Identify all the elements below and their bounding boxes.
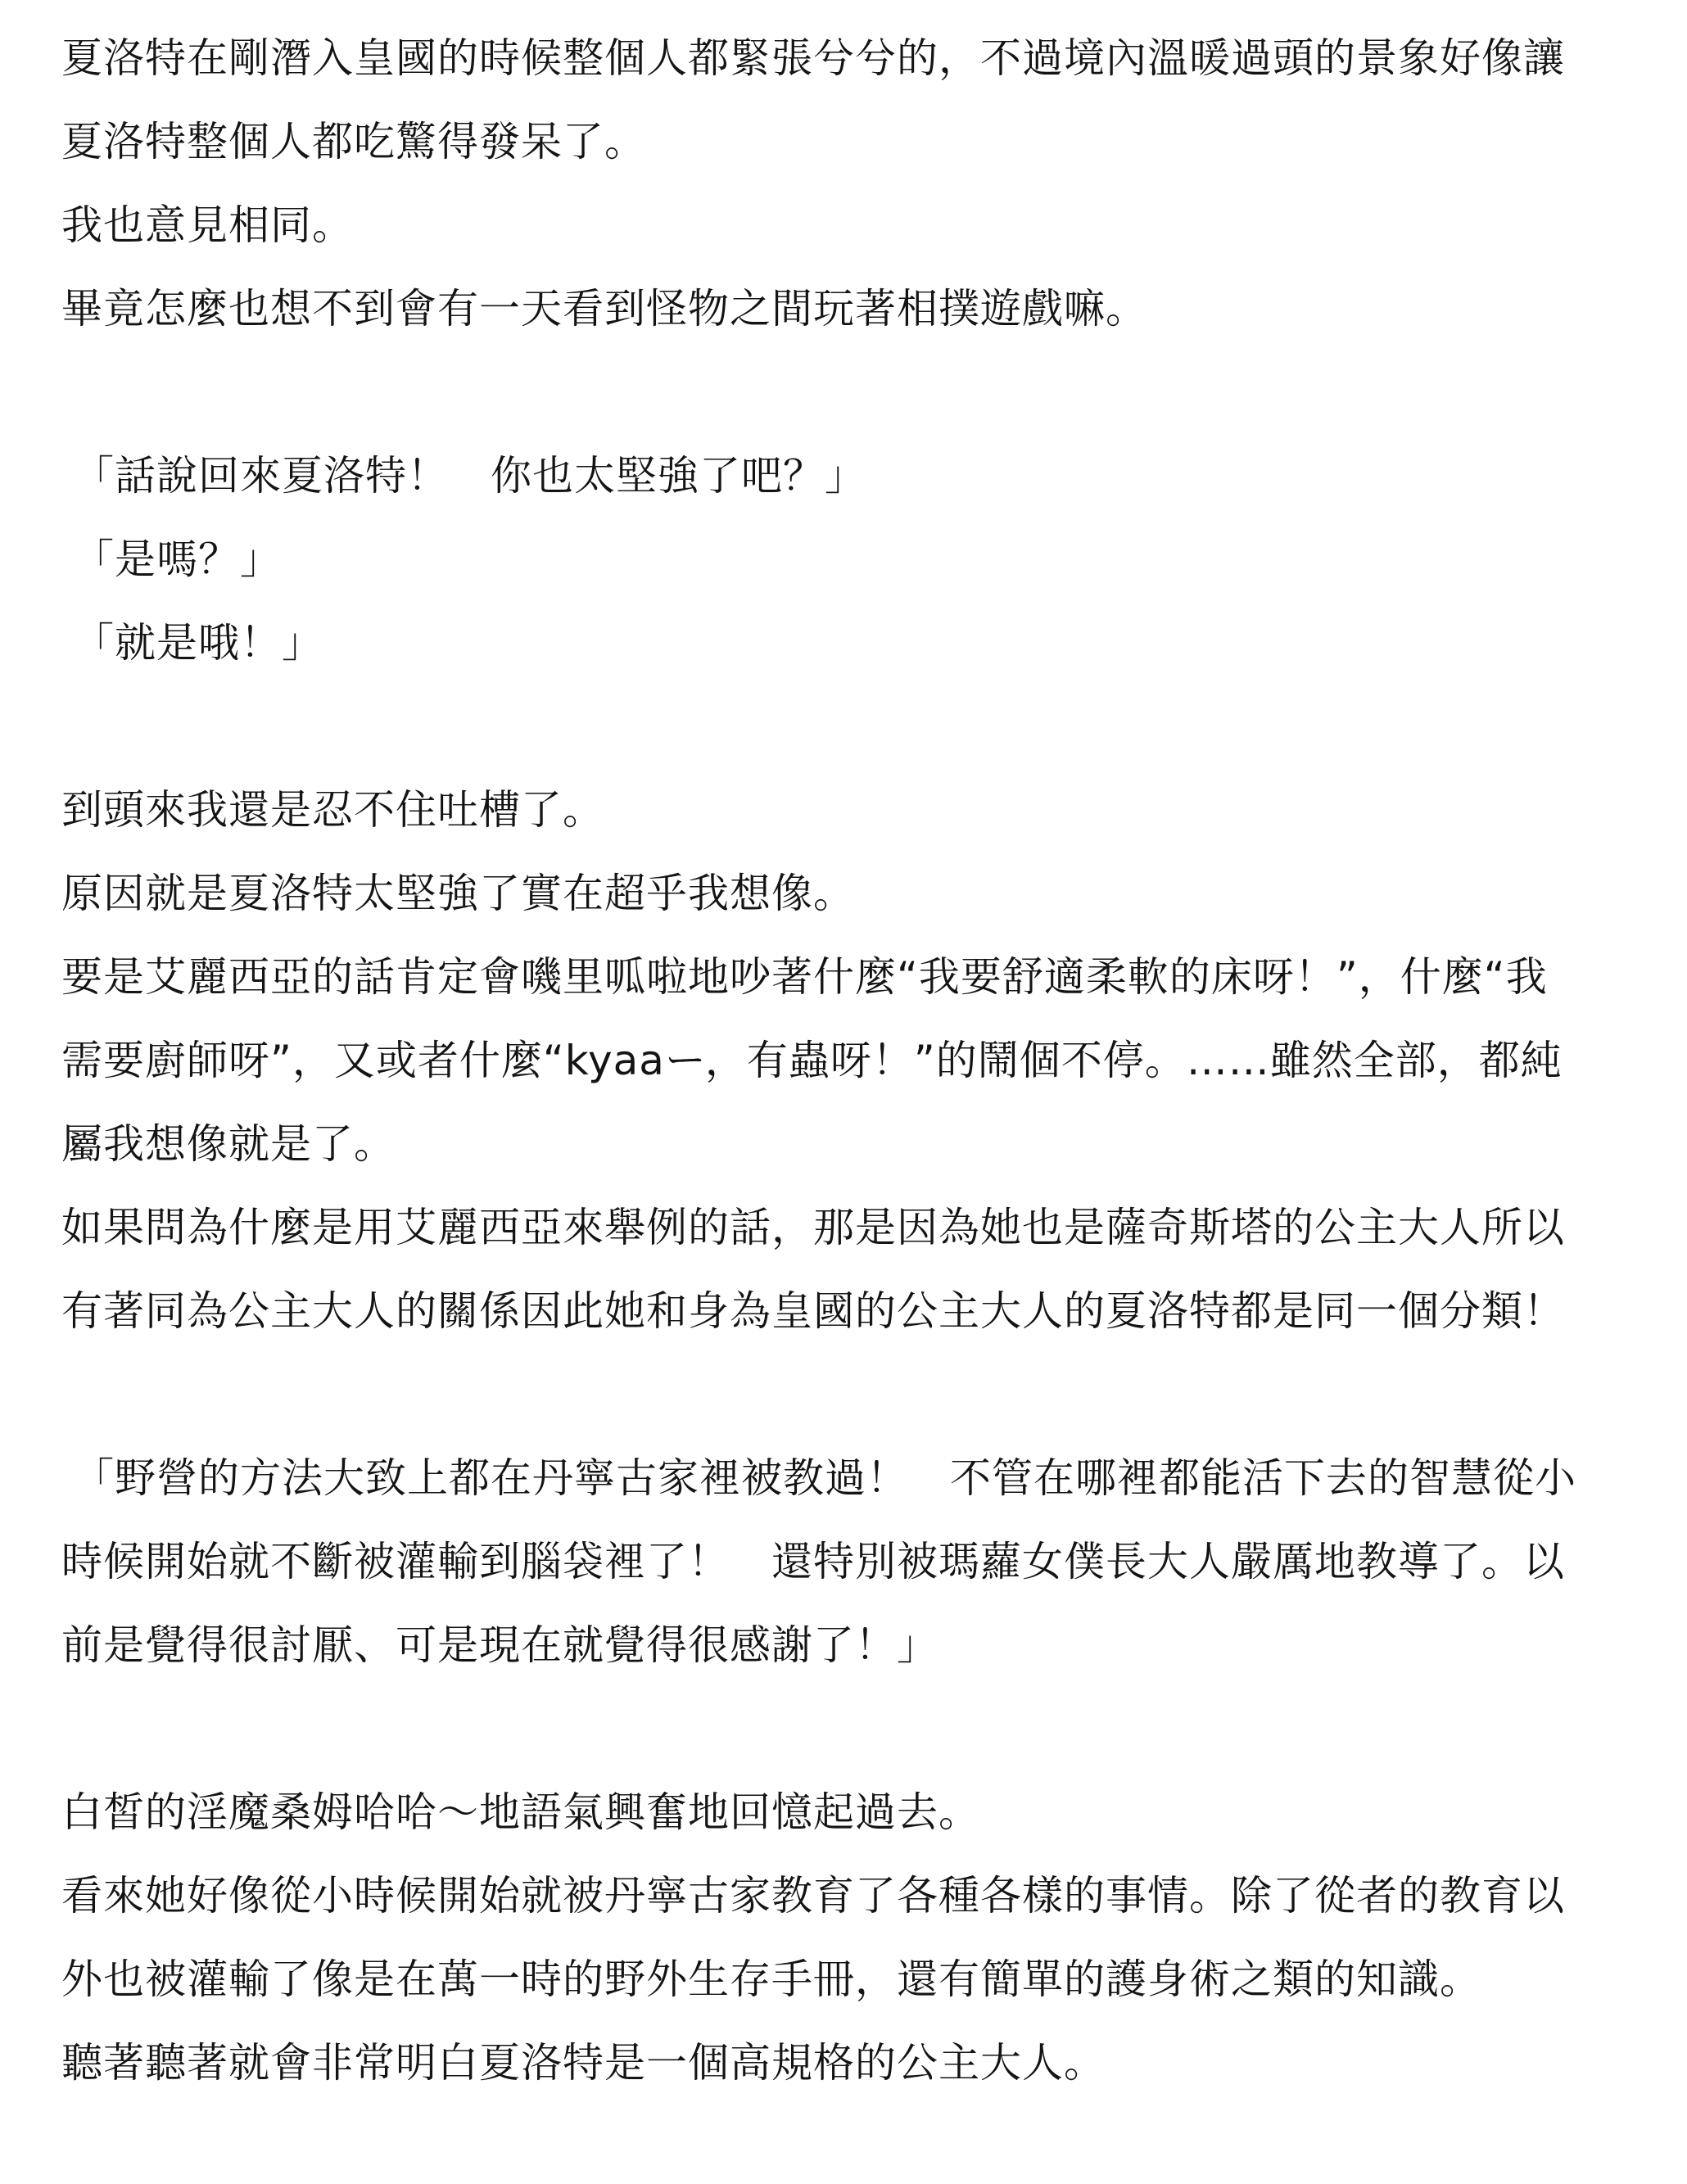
paragraph-line: 畢竟怎麼也想不到會有一天看到怪物之間玩著相撲遊戲嘛。 [61,285,1147,332]
paragraph-line: 前是覺得很討厭、可是現在就覺得很感謝了！」 [61,1621,938,1669]
paragraph-line: 夏洛特在剛潛入皇國的時候整個人都緊張兮兮的，不過境內溫暖過頭的景象好像讓 [61,34,1565,82]
paragraph-line: 看來她好像從小時候開始就被丹寧古家教育了各種各樣的事情。除了從者的教育以 [61,1872,1565,1919]
paragraph-line: 白皙的淫魔桑姆哈哈～地語氣興奮地回憶起過去。 [61,1788,980,1836]
paragraph-line: 聽著聽著就會非常明白夏洛特是一個高規格的公主大人。 [61,2039,1106,2087]
dialogue-line: 「是嗎？」 [73,536,282,583]
blank-line [61,1353,1658,1436]
paragraph-line: 原因就是夏洛特太堅強了實在超乎我想像。 [61,870,855,917]
blank-line [61,1687,1658,1770]
paragraph-line: 屬我想像就是了。 [61,1120,396,1168]
paragraph-line: 需要廚師呀”，又或者什麼“kyaaー，有蟲呀！”的鬧個不停。……雖然全部，都純 [61,1037,1563,1084]
blank-line [61,685,1658,768]
paragraph-line: 有著同為公主大人的關係因此她和身為皇國的公主大人的夏洛特都是同一個分類！ [61,1287,1565,1335]
paragraph-line: 到頭來我還是忍不住吐槽了。 [61,786,604,834]
document-body [61,16,1658,2105]
dialogue-line: 「就是哦！」 [73,619,323,667]
paragraph-line: 夏洛特整個人都吃驚得發呆了。 [61,118,646,165]
blank-line [61,350,1658,434]
paragraph-line: 時候開始就不斷被灌輸到腦袋裡了！ 還特別被瑪蘿女僕長大人嚴厲地教導了。以 [61,1538,1565,1585]
paragraph-line: 外也被灌輸了像是在萬一時的野外生存手冊，還有簡單的護身術之類的知識。 [61,1956,1481,2003]
paragraph-line: 要是艾麗西亞的話肯定會嘰里呱啦地吵著什麼“我要舒適柔軟的床呀！”，什麼“我 [61,953,1548,1001]
paragraph-line: 我也意見相同。 [61,201,354,249]
paragraph-line: 如果問為什麼是用艾麗西亞來舉例的話，那是因為她也是薩奇斯塔的公主大人所以 [61,1204,1565,1251]
dialogue-line: 「話說回來夏洛特！ 你也太堅強了吧？」 [73,452,866,500]
dialogue-line: 「野營的方法大致上都在丹寧古家裡被教過！ 不管在哪裡都能活下去的智慧從小 [73,1454,1576,1502]
